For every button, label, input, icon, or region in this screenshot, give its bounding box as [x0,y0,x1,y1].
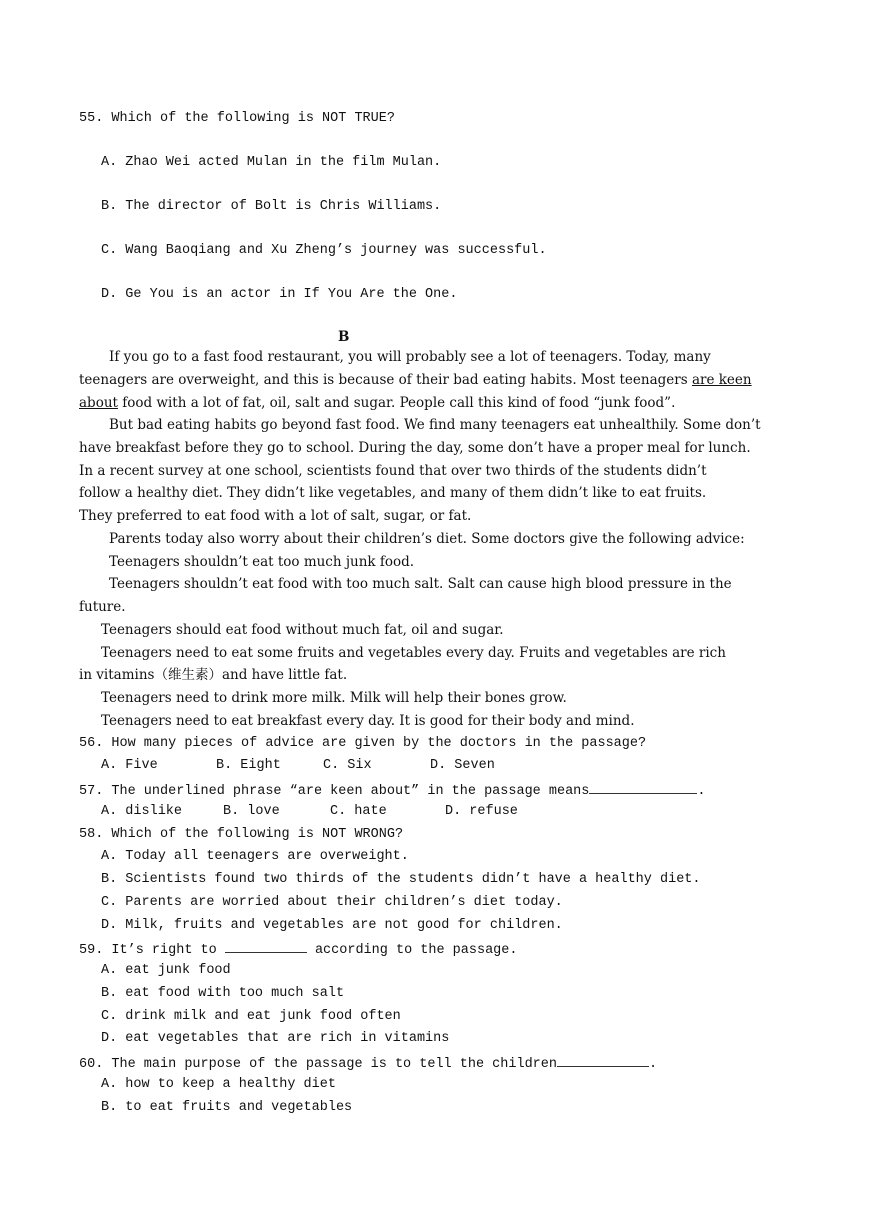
advice-line: Teenagers shouldn’t eat too much junk food. [109,554,415,570]
q58-stem: 58. Which of the following is NOT WRONG? [79,827,404,842]
answer-blank [589,780,697,794]
q60-option-b: B. to eat fruits and vegetables [101,1100,353,1115]
q57-stem: 57. The underlined phrase “are keen about” in the passage means . [79,780,706,801]
advice-line: Teenagers should eat food without much fat, oil and sugar. [101,622,504,638]
answer-blank [225,939,307,953]
passage-line: They preferred to eat food with a lot of salt, sugar, or fat. [79,508,472,524]
passage-line: In a recent survey at one school, scientists found that over two thirds of the students didn’t [79,463,707,479]
underlined-phrase-end: about [79,395,118,411]
q58-option-a: A. Today all teenagers are overweight. [101,849,409,864]
passage-line: Parents today also worry about their children’s diet. Some doctors give the following advice: [109,531,745,547]
q59-option-c: C. drink milk and eat junk food often [101,1009,401,1024]
advice-line: Teenagers need to eat some fruits and vegetables every day. Fruits and vegetables are rich [101,645,726,661]
underlined-phrase: are keen [691,372,752,388]
q59-option-a: A. eat junk food [101,963,231,978]
q59-stem: 59. It’s right to according to the passage. [79,939,518,960]
q56-option-b: B. Eight [216,758,281,773]
advice-line: future. [79,599,126,615]
q60-stem: 60. The main purpose of the passage is to tell the children . [79,1053,657,1074]
advice-line: in vitamins（维生素）and have little fat. [79,667,348,683]
q55-option-d: D. Ge You is an actor in If You Are the One. [101,287,458,302]
q56-option-c: C. Six [323,758,372,773]
q57-option-d: D. refuse [445,804,518,819]
advice-line: Teenagers need to drink more milk. Milk will help their bones grow. [101,690,567,706]
q55-option-c: C. Wang Baoqiang and Xu Zheng’s journey was successful. [101,243,547,258]
q57-option-a: A. dislike [101,804,183,819]
q58-option-b: B. Scientists found two thirds of the students didn’t have a healthy diet. [101,872,701,887]
q56-option-a: A. Five [101,758,158,773]
q56-option-d: D. Seven [430,758,495,773]
q55-option-a: A. Zhao Wei acted Mulan in the film Mulan. [101,155,442,170]
q57-option-b: B. love [223,804,280,819]
q59-option-d: D. eat vegetables that are rich in vitamins [101,1031,450,1046]
section-b-heading: B [338,329,350,345]
passage-line: teenagers are overweight, and this is because of their bad eating habits. Most teenagers are keen [79,372,752,388]
q55-option-b: B. The director of Bolt is Chris Williams. [101,199,442,214]
q58-option-d: D. Milk, fruits and vegetables are not good for children. [101,918,563,933]
answer-blank [557,1053,649,1067]
passage-line: about food with a lot of fat, oil, salt and sugar. People call this kind of food “junk food”. [79,395,676,411]
passage-line: follow a healthy diet. They didn’t like vegetables, and many of them didn’t like to eat fruits. [79,485,707,501]
q60-option-a: A. how to keep a healthy diet [101,1077,336,1092]
q58-option-c: C. Parents are worried about their children’s diet today. [101,895,563,910]
advice-line: Teenagers need to eat breakfast every day. It is good for their body and mind. [101,713,635,729]
q56-stem: 56. How many pieces of advice are given by the doctors in the passage? [79,736,647,751]
advice-line: Teenagers shouldn’t eat food with too much salt. Salt can cause high blood pressure in the [109,576,732,592]
q55-stem: 55. Which of the following is NOT TRUE? [79,111,395,126]
q57-option-c: C. hate [330,804,387,819]
passage-line: If you go to a fast food restaurant, you will probably see a lot of teenagers. Today, many [109,349,711,365]
passage-line: have breakfast before they go to school. During the day, some don’t have a proper meal for lunch. [79,440,751,456]
passage-line: But bad eating habits go beyond fast food. We find many teenagers eat unhealthily. Some don’t [109,417,761,433]
q59-option-b: B. eat food with too much salt [101,986,345,1001]
